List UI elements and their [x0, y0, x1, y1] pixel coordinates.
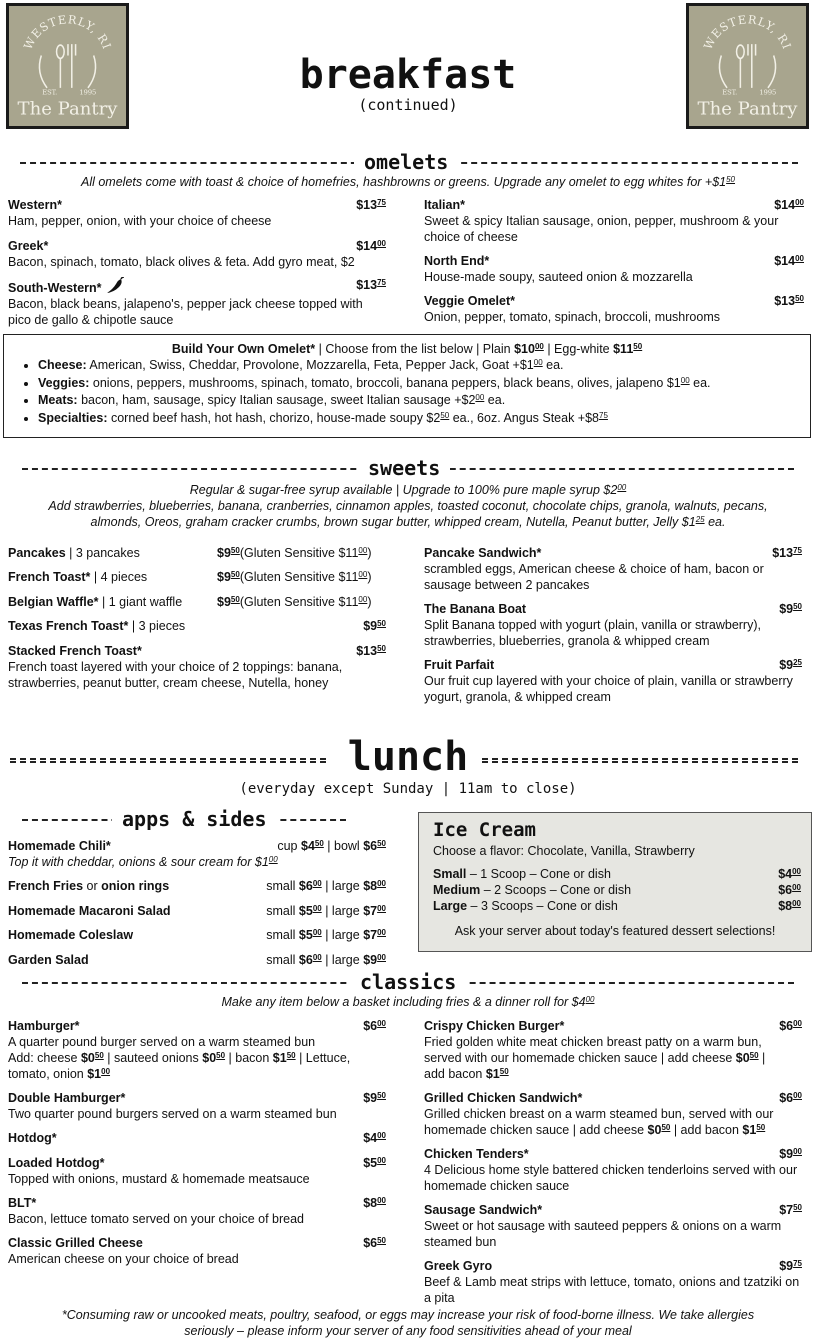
menu-item-texas-french-toast: Texas French Toast* | 3 pieces $\$9^{50}$ — [8, 619, 386, 633]
chili-pepper-icon — [105, 277, 125, 295]
menu-item-pancake-sandwich: Pancake Sandwich* $\$13^{75}$ scrambled eggs, American cheese & choice of ham, bacon or sausage between 2 pancakes — [424, 546, 802, 592]
menu-item-loaded-hotdog: Loaded Hotdog* $\$5^{00}$ Topped with onions, mustard & homemade meatsauce — [8, 1156, 386, 1186]
menu-item-french-toast: French Toast* | 4 pieces $\$9^{50}(Gluten$ Sensitive $\$11^{00}$) — [8, 570, 372, 584]
byo-option: • Veggies: onions, peppers, mushrooms, spinach, tomato, broccoli, banana peppers, black beans, olives, jalapeno $\$1^{00}$ ea. — [38, 375, 711, 393]
section-title-omelets: omelets — [354, 151, 458, 173]
menu-item-hamburger: Hamburger* $\$6^{00}$ A quarter pound burger served on a warm steamed bun Add: cheese $\$0^{50}$ | sauteed onions $\$0^{50}$ | bacon $\$1^{50}$ | Lettuce, tomato, onion $\$1^{00}$ — [8, 1019, 386, 1081]
ice-cream-box — [418, 812, 812, 952]
ice-cream-size: Medium – 2 Scoops – Cone or dish $\$6^{00}$ — [433, 883, 801, 897]
menu-item-greek: Greek* $\$14^{00}$ Bacon, spinach, tomato, black olives & feta. Add gyro meat, $2 — [8, 239, 386, 269]
menu-item-grilled-chicken-sandwich: Grilled Chicken Sandwich* $\$6^{00}$ Grilled chicken breast on a warm steamed bun, served with our homemade chicken sauce | add cheese $\$0^{50}$ | add bacon $\$1^{50}$ — [424, 1091, 802, 1137]
hamburger-addons: Add: cheese $\$0^{50}$ | sauteed onions $\$0^{50}$ | bacon $\$1^{50}$ | Lettuce, — [8, 1051, 351, 1065]
menu-item-south-western: South-Western* $\$13^{75}$ Bacon, black beans, jalapeno's, pepper jack cheese topped with pico de gallo & chipotle sauce — [8, 278, 386, 327]
menu-item-french-fries: French Fries or onion rings small $\$6^{00}$ | large $\$8^{00}$ — [8, 879, 386, 893]
ice-cream-note: Ask your server about today's featured dessert selections! — [454, 924, 776, 938]
menu-item-blt: BLT* $\$8^{00}$ Bacon, lettuce tomato served on your choice of bread — [8, 1196, 386, 1226]
section-title-apps-sides: apps & sides — [112, 808, 277, 830]
menu-item-sausage-sandwich: Sausage Sandwich* $\$7^{50}$ Sweet or hot sausage with sauteed peppers & onions on a warm steamed bun — [424, 1203, 802, 1249]
menu-item-banana-boat: The Banana Boat $\$9^{50}$ Split Banana topped with yogurt (plain, vanilla or strawberry), strawberries, blueberries, granola & whipped cream — [424, 602, 802, 648]
lunch-title: lunch — [347, 734, 469, 780]
menu-item-homemade-chili: Homemade Chili* cup $\$4^{50}$ | bowl $\$6^{50}$ — [8, 839, 386, 853]
menu-item-crispy-chicken-burger: Crispy Chicken Burger* $\$6^{00}$ Fried golden white meat chicken breast patty on a warm bun, served with our homemade chicken sauce | add cheese $\$0^{50}$ | add bacon $\$1^{50}$ — [424, 1019, 802, 1081]
menu-item-western: Western* $\$13^{75}$ Ham, pepper, onion, with your choice of cheese — [8, 198, 386, 228]
byo-option: • Specialties: corned beef hash, hot hash, chorizo, house-made soupy $\$2^{50}$ ea., 6oz. Angus Steak $+\$8^{75}$ — [38, 410, 711, 428]
menu-item-pancakes: Pancakes | 3 pancakes $\$9^{50}(Gluten$ Sensitive $\$11^{00}$) — [8, 546, 372, 560]
lunch-subtitle: (everyday except Sunday | 11am to close) — [239, 781, 577, 797]
menu-item-north-end: North End* $\$14^{00}$ House-made soupy, sauteed onion & mozzarella — [424, 254, 804, 284]
footer-disclaimer: *Consuming raw or uncooked meats, poultry, seafood, or eggs may increase your risk of food-borne illness. We take allergies — [61, 1308, 755, 1322]
menu-item-garden-salad: Garden Salad small $\$6^{00}$ | large $\$9^{00}$ — [8, 953, 386, 967]
page-subtitle: (continued) — [358, 96, 458, 114]
logo-name: The Pantry — [697, 98, 798, 120]
byo-option: • Cheese: American, Swiss, Cheddar, Provolone, Mozzarella, Feta, Pepper Jack, Goat $+\$1^{00}$ ea. — [38, 357, 711, 375]
logo-year: 1995 — [79, 88, 97, 97]
sweets-toppings: Add strawberries, blueberries, banana, cranberries, cinnamon apples, toasted coconut, chocolate chips, granola, walnuts, pecans, — [48, 499, 768, 513]
logo-top-text: WESTERLY, RI — [700, 12, 795, 52]
classics-note: Make any item below a basket including fries & a dinner roll for $\$4^{00}$ — [221, 995, 595, 1009]
byo-title: Build Your Own Omelet* | Choose from the list below | Plain $\$10^{00}$ | Egg-white $\$11^{50}$ — [171, 342, 643, 356]
logo-top-text: WESTERLY, RI — [20, 12, 115, 52]
menu-item-macaroni-salad: Homemade Macaroni Salad small $\$5^{00}$ | large $\$7^{00}$ — [8, 904, 386, 918]
sweets-toppings-2: almonds, Oreos, graham cracker crumbs, brown sugar butter, whipped cream, Nutella, Peanut butter, Jelly $\$1^{25}$ ea. — [90, 515, 726, 529]
menu-item-greek-gyro: Greek Gyro $\$9^{75}$ Beef & Lamb meat strips with lettuce, tomato, onions and tzatziki on a pita — [424, 1259, 802, 1305]
ice-cream-size: Small – 1 Scoop – Cone or dish $\$4^{00}$ — [433, 867, 801, 881]
section-title-classics: classics — [350, 971, 466, 993]
ice-cream-flavors: Choose a flavor: Chocolate, Vanilla, Strawberry — [433, 844, 695, 858]
footer-disclaimer-2: seriously – please inform your server of any food sensitivities ahead of your meal — [184, 1324, 632, 1338]
logo-year: 1995 — [759, 88, 777, 97]
logo-est: EST. — [722, 88, 738, 97]
chili-note: Top it with cheddar, onions & sour cream for $\$1^{00}$ — [8, 855, 278, 869]
menu-item-double-hamburger: Double Hamburger* $\$9^{50}$ Two quarter pound burgers served on a warm steamed bun — [8, 1091, 386, 1121]
section-title-sweets: sweets — [358, 457, 450, 479]
menu-item-fruit-parfait: Fruit Parfait $\$9^{25}$ Our fruit cup layered with your choice of plain, vanilla or strawberry yogurt, granola, & whipped cream — [424, 658, 802, 704]
page-title: breakfast — [299, 52, 517, 98]
menu-item-coleslaw: Homemade Coleslaw small $\$5^{00}$ | large $\$7^{00}$ — [8, 928, 386, 942]
ice-cream-title: Ice Cream — [433, 819, 536, 841]
menu-item-italian: Italian* $\$14^{00}$ Sweet & spicy Italian sausage, onion, pepper, mushroom & your choice of cheese — [424, 198, 804, 244]
byo-options — [24, 357, 711, 427]
sweets-note: Regular & sugar-free syrup available | Upgrade to 100% pure maple syrup $\$2^{00}$ — [189, 483, 627, 497]
menu-item-grilled-cheese: Classic Grilled Cheese $\$6^{50}$ American cheese on your choice of bread — [8, 1236, 386, 1266]
logo-name: The Pantry — [17, 98, 118, 120]
menu-item-stacked-french-toast: Stacked French Toast* $\$13^{50}$ French toast layered with your choice of 2 toppings: banana, strawberries, peanut butter, cream cheese, Nutella, honey — [8, 644, 386, 690]
menu-item-veggie-omelet: Veggie Omelet* $\$13^{50}$ Onion, pepper, tomato, spinach, broccoli, mushrooms — [424, 294, 804, 324]
byo-option: • Meats: bacon, ham, sausage, spicy Italian sausage, sweet Italian sausage $+\$2^{00}$ ea. — [38, 392, 711, 410]
omelets-note: All omelets come with toast & choice of homefries, hashbrowns or greens. Upgrade any omelet to egg whites for $+\$1^{50}$ — [80, 175, 736, 189]
menu-item-chicken-tenders: Chicken Tenders* $\$9^{00}$ 4 Delicious home style battered chicken tenderloins served with our homemade chicken sauce — [424, 1147, 802, 1193]
build-your-own-box — [3, 334, 811, 438]
ice-cream-size: Large – 3 Scoops – Cone or dish $\$8^{00}$ — [433, 899, 801, 913]
menu-item-hotdog: Hotdog* $\$4^{00}$ — [8, 1131, 386, 1145]
menu-item-belgian-waffle: Belgian Waffle* | 1 giant waffle $\$9^{50}(Gluten$ Sensitive $\$11^{00}$) — [8, 595, 372, 609]
logo-est: EST. — [42, 88, 58, 97]
